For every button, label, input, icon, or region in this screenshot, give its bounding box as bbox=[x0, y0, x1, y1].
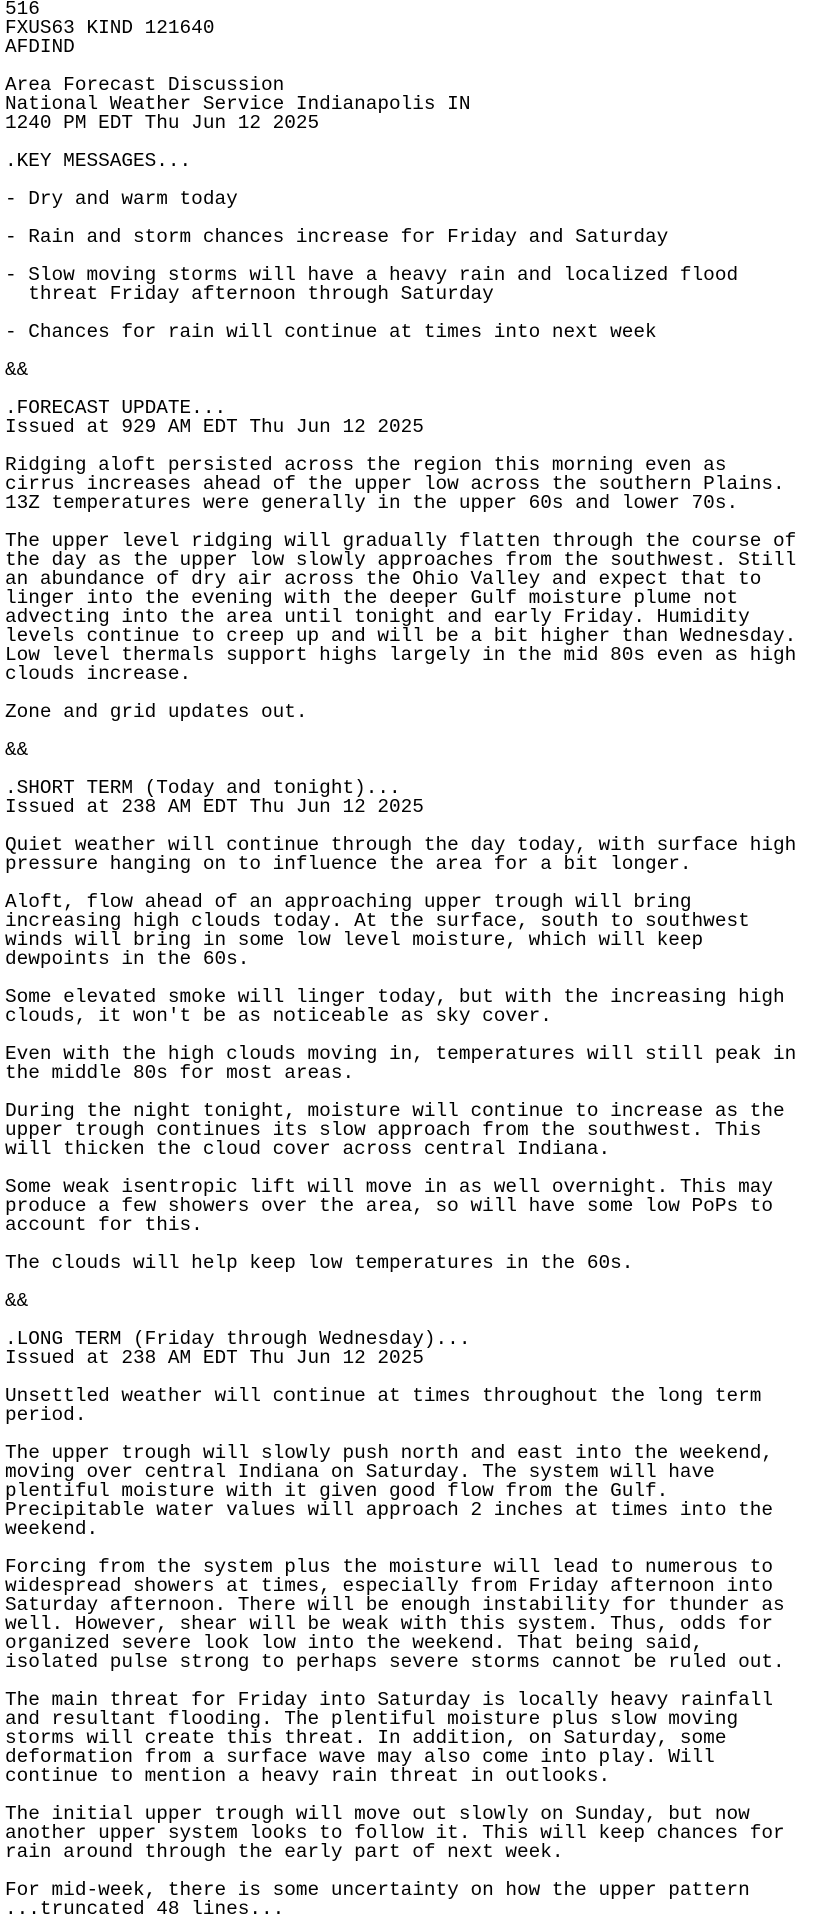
text-line: weekend. bbox=[5, 1518, 99, 1540]
text-line: Aloft, flow ahead of an approaching upper trough will bring bbox=[5, 891, 692, 913]
text-line: 13Z temperatures were generally in the upper 60s and lower 70s. bbox=[5, 492, 739, 514]
text-line: organized severe look low into the weekend. That being said, bbox=[5, 1632, 704, 1654]
text-line: During the night tonight, moisture will continue to increase as the bbox=[5, 1100, 785, 1122]
text-line: Area Forecast Discussion bbox=[5, 74, 285, 96]
text-line: linger into the evening with the deeper Gulf moisture plume not bbox=[5, 587, 739, 609]
text-line: storms will create this threat. In addition, on Saturday, some bbox=[5, 1727, 727, 1749]
text-line: 1240 PM EDT Thu Jun 12 2025 bbox=[5, 112, 320, 134]
text-line: Issued at 929 AM EDT Thu Jun 12 2025 bbox=[5, 416, 424, 438]
text-line: The clouds will help keep low temperatures in the 60s. bbox=[5, 1252, 634, 1274]
text-line bbox=[5, 722, 796, 741]
text-line: && bbox=[5, 359, 29, 381]
text-line: dewpoints in the 60s. bbox=[5, 948, 250, 970]
text-line: && bbox=[5, 739, 29, 761]
text-line: Saturday afternoon. There will be enough instability for thunder as bbox=[5, 1594, 785, 1616]
text-line: advecting into the area until tonight and early Friday. Humidity bbox=[5, 606, 750, 628]
forecast-discussion-text bbox=[5, 0, 796, 1919]
text-line: continue to mention a heavy rain threat in outlooks. bbox=[5, 1765, 611, 1787]
text-line: deformation from a surface wave may also come into play. Will bbox=[5, 1746, 715, 1768]
text-line: The upper trough will slowly push north and east into the weekend, bbox=[5, 1442, 773, 1464]
text-line: .KEY MESSAGES... bbox=[5, 150, 192, 172]
text-line: - Slow moving storms will have a heavy rain and localized flood bbox=[5, 264, 739, 286]
text-line: - Rain and storm chances increase for Friday and Saturday bbox=[5, 226, 669, 248]
text-line: && bbox=[5, 1290, 29, 1312]
text-line: .SHORT TERM (Today and tonight)... bbox=[5, 777, 401, 799]
text-line: Precipitable water values will approach 2 inches at times into the bbox=[5, 1499, 773, 1521]
text-line: produce a few showers over the area, so will have some low PoPs to bbox=[5, 1195, 773, 1217]
text-line: the day as the upper low slowly approaches from the southwest. Still bbox=[5, 549, 797, 571]
text-line: - Dry and warm today bbox=[5, 188, 238, 210]
text-line: well. However, shear will be weak with this system. Thus, odds for bbox=[5, 1613, 773, 1635]
text-line bbox=[5, 1273, 796, 1292]
text-line: period. bbox=[5, 1404, 87, 1426]
text-line: AFDIND bbox=[5, 36, 75, 58]
text-line: FXUS63 KIND 121640 bbox=[5, 17, 215, 39]
text-line: Unsettled weather will continue at times throughout the long term bbox=[5, 1385, 762, 1407]
text-line: widespread showers at times, especially from Friday afternoon into bbox=[5, 1575, 773, 1597]
text-line: National Weather Service Indianapolis IN bbox=[5, 93, 471, 115]
text-line: Some weak isentropic lift will move in as well overnight. This may bbox=[5, 1176, 773, 1198]
text-line: Some elevated smoke will linger today, but with the increasing high bbox=[5, 986, 785, 1008]
text-line: plentiful moisture with it given good flow from the Gulf. bbox=[5, 1480, 669, 1502]
text-line: Forcing from the system plus the moisture will lead to numerous to bbox=[5, 1556, 773, 1578]
text-line: .FORECAST UPDATE... bbox=[5, 397, 227, 419]
text-line: isolated pulse strong to perhaps severe storms cannot be ruled out. bbox=[5, 1651, 785, 1673]
text-line: Ridging aloft persisted across the region this morning even as bbox=[5, 454, 727, 476]
text-line: Quiet weather will continue through the day today, with surface high bbox=[5, 834, 797, 856]
text-line: - Chances for rain will continue at times into next week bbox=[5, 321, 657, 343]
text-line: levels continue to creep up and will be a bit higher than Wednesday. bbox=[5, 625, 797, 647]
text-line: threat Friday afternoon through Saturday bbox=[5, 283, 494, 305]
text-line: The initial upper trough will move out slowly on Sunday, but now bbox=[5, 1803, 750, 1825]
text-line: account for this. bbox=[5, 1214, 203, 1236]
text-line bbox=[5, 342, 796, 361]
text-line: For mid-week, there is some uncertainty on how the upper pattern bbox=[5, 1879, 750, 1901]
text-line: clouds increase. bbox=[5, 663, 192, 685]
text-line: winds will bring in some low level moisture, which will keep bbox=[5, 929, 704, 951]
text-line: .LONG TERM (Friday through Wednesday)... bbox=[5, 1328, 471, 1350]
text-line: the middle 80s for most areas. bbox=[5, 1062, 355, 1084]
text-line: upper trough continues its slow approach from the southwest. This bbox=[5, 1119, 762, 1141]
text-line: pressure hanging on to influence the area for a bit longer. bbox=[5, 853, 692, 875]
text-line: Low level thermals support highs largely in the mid 80s even as high bbox=[5, 644, 797, 666]
text-line: Zone and grid updates out. bbox=[5, 701, 308, 723]
text-line: 516 bbox=[5, 0, 40, 20]
text-line: ...truncated 48 lines... bbox=[5, 1898, 285, 1920]
text-line: Even with the high clouds moving in, temperatures will still peak in bbox=[5, 1043, 797, 1065]
text-line: The main threat for Friday into Saturday is locally heavy rainfall bbox=[5, 1689, 773, 1711]
text-line: and resultant flooding. The plentiful moisture plus slow moving bbox=[5, 1708, 739, 1730]
text-line: an abundance of dry air across the Ohio Valley and expect that to bbox=[5, 568, 762, 590]
text-line: Issued at 238 AM EDT Thu Jun 12 2025 bbox=[5, 1347, 424, 1369]
text-line: Issued at 238 AM EDT Thu Jun 12 2025 bbox=[5, 796, 424, 818]
text-line: will thicken the cloud cover across central Indiana. bbox=[5, 1138, 611, 1160]
text-line: rain around through the early part of next week. bbox=[5, 1841, 564, 1863]
text-line: increasing high clouds today. At the surface, south to southwest bbox=[5, 910, 750, 932]
text-line: moving over central Indiana on Saturday. The system will have bbox=[5, 1461, 715, 1483]
text-line: another upper system looks to follow it. This will keep chances for bbox=[5, 1822, 785, 1844]
text-line: The upper level ridging will gradually flatten through the course of bbox=[5, 530, 797, 552]
text-line: cirrus increases ahead of the upper low across the southern Plains. bbox=[5, 473, 785, 495]
text-line: clouds, it won't be as noticeable as sky cover. bbox=[5, 1005, 552, 1027]
